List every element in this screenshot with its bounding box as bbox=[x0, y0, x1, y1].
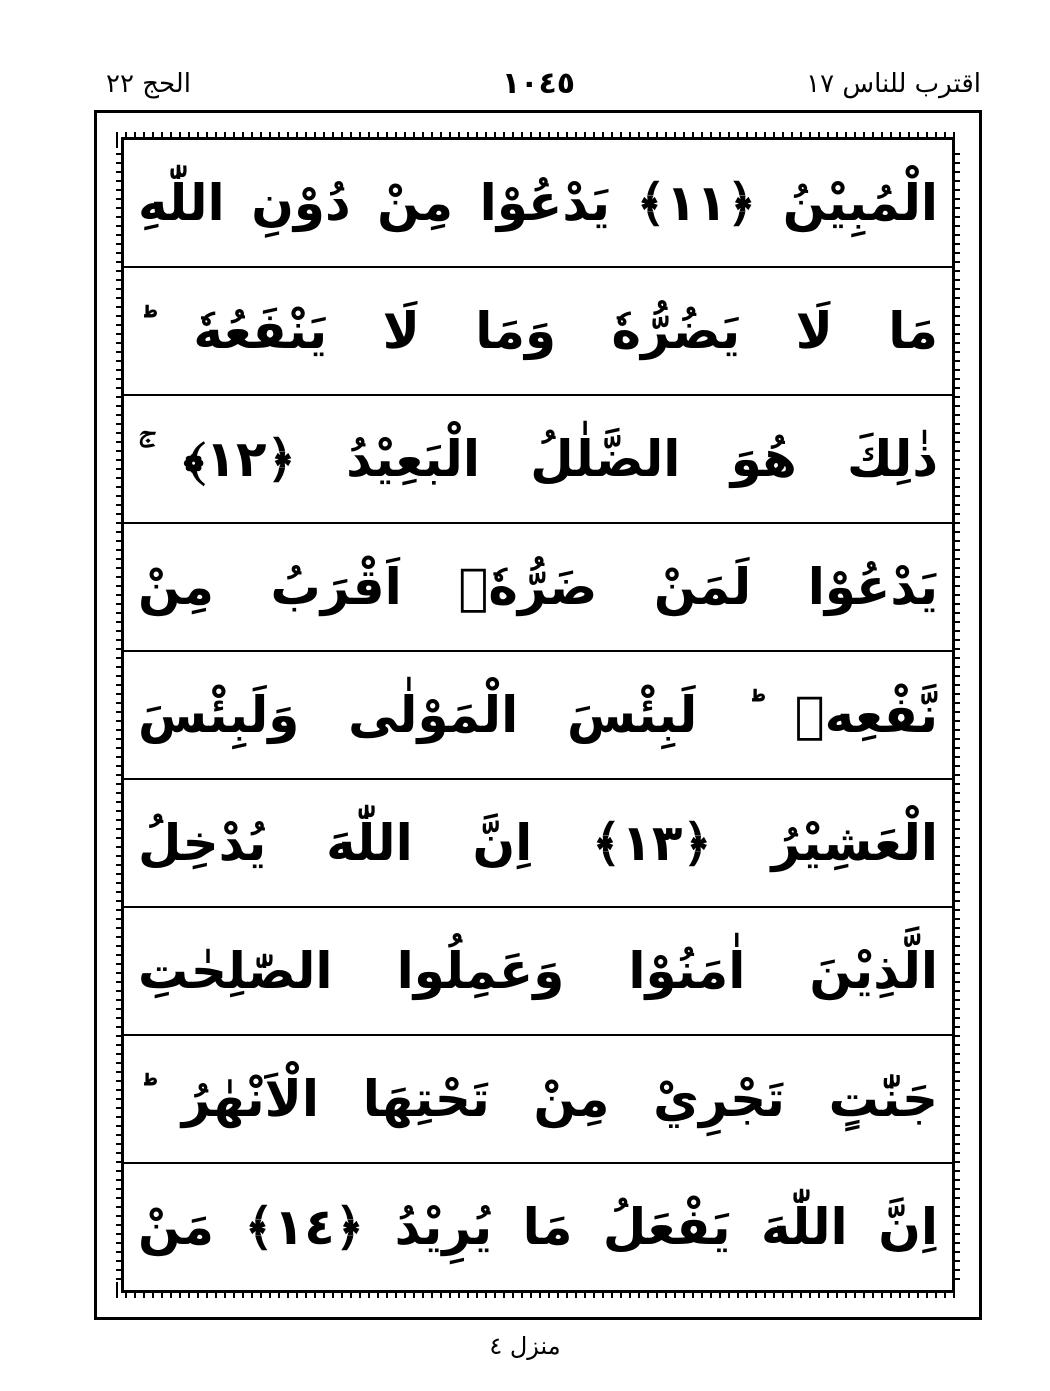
verse-line-text: مَا لَا يَضُرُّهٗ وَمَا لَا يَنْفَعُهٗ ؕ bbox=[138, 301, 938, 360]
verse-line-text: الْمُبِيْنُ ﴿١١﴾ يَدْعُوْا مِنْ دُوْنِ اللّٰهِ bbox=[138, 173, 938, 232]
verse-line-1 bbox=[124, 140, 952, 268]
verse-line-7 bbox=[124, 908, 952, 1036]
verse-line-text: اِنَّ اللّٰهَ يَفْعَلُ مَا يُرِيْدُ ﴿١٤﴾ مَنْ bbox=[138, 1197, 939, 1256]
verse-line-4 bbox=[124, 524, 952, 652]
page-frame bbox=[94, 110, 982, 1320]
page-header bbox=[96, 62, 981, 106]
verse-line-5 bbox=[124, 652, 952, 780]
verse-line-text: الْعَشِيْرُ ﴿١٣﴾ اِنَّ اللّٰهَ يُدْخِلُ bbox=[138, 813, 938, 872]
verse-lines bbox=[124, 140, 952, 1290]
verse-line-text: الَّذِيْنَ اٰمَنُوْا وَعَمِلُوا الصّٰلِحٰتِ bbox=[138, 941, 938, 1000]
verse-line-text: جَنّٰتٍ تَجْرِيْ مِنْ تَحْتِهَا الْاَنْهٰرُ ؕ bbox=[138, 1069, 938, 1128]
surah-label: الحج ٢٢ bbox=[106, 69, 191, 99]
verse-line-text: ذٰلِكَ هُوَ الضَّلٰلُ الْبَعِيْدُ ﴿١٢﴾ ۚ bbox=[138, 429, 938, 488]
manzil-label: منزل ٤ bbox=[489, 1332, 561, 1360]
verse-line-9 bbox=[124, 1164, 952, 1290]
verse-line-2 bbox=[124, 268, 952, 396]
verse-line-text: نَّفْعِهٖ ؕ لَبِئْسَ الْمَوْلٰى وَلَبِئْسَ bbox=[138, 685, 938, 744]
page-number: ١٠٤٥ bbox=[501, 66, 576, 101]
verse-line-6 bbox=[124, 780, 952, 908]
juz-label: اقترب للناس ١٧ bbox=[806, 69, 981, 99]
verse-line-text: يَدْعُوْا لَمَنْ ضَرُّهٗۤ اَقْرَبُ مِنْ bbox=[138, 557, 938, 616]
verse-line-3 bbox=[124, 396, 952, 524]
text-panel bbox=[121, 137, 955, 1293]
page-footer bbox=[0, 1326, 1050, 1366]
verse-line-8 bbox=[124, 1036, 952, 1164]
